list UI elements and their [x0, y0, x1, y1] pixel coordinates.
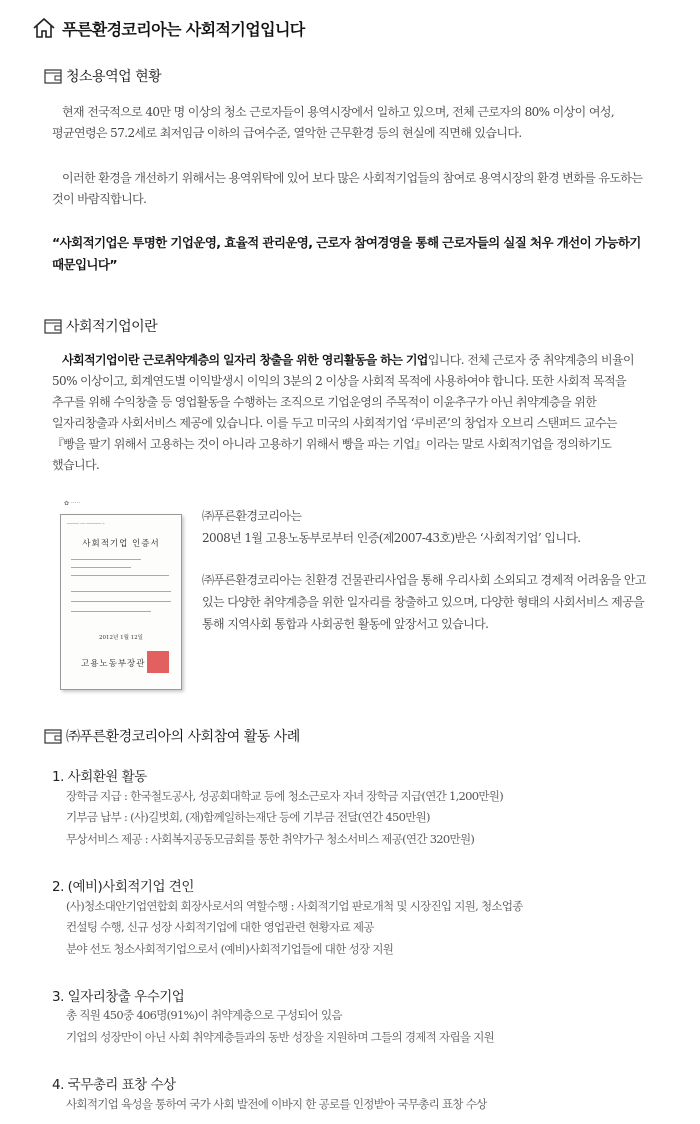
page-header	[32, 14, 305, 42]
certificate-paragraph: ㈜푸른환경코리아는 친환경 건물관리사업을 통해 우리사회 소외되고 경제적 어려움을 안고 있는 다양한 취약계층을 위한 일자리를 창출하고 있으며, 다양한 형태의 사회서비스 제공을 통해 지역사회 통합과 사회공헌 활동에 앞장서고 있습니다.	[202, 573, 646, 631]
activity-line: 기부금 납부 : (사)길벗회, (재)함께일하는재단 등에 기부금 전달(연간 450만원)	[66, 810, 430, 824]
section-header-cleaning	[44, 66, 161, 86]
certificate-line: 2008년 1월 고용노동부로부터 인증(제2007-43호)받은 ‘사회적기업’ 입니다.	[202, 531, 581, 545]
home-icon	[32, 16, 56, 40]
activity-title: 1. 사회환원 활동	[52, 769, 147, 785]
certificate-image	[56, 500, 186, 690]
activity-line: 무상서비스 제공 : 사회복지공동모금회를 통한 취약가구 청소서비스 제공(연간 320만원)	[66, 832, 475, 846]
certificate-date: 2012년 1월 12일	[99, 635, 143, 641]
certificate-issuer: 고용노동부장관	[81, 659, 146, 669]
wallet-icon	[44, 68, 62, 84]
activity-line: 사회적기업 육성을 통하여 국가 사회 발전에 이바지 한 공로를 인정받아 국무총리 표창 수상	[66, 1097, 487, 1111]
activity-line: 총 직원 450중 406명(91%)이 취약계층으로 구성되어 있음	[66, 1008, 342, 1022]
certificate-line: ㈜푸른환경코리아는	[202, 509, 302, 523]
certificate-title: 사회적기업 인증서	[82, 539, 160, 549]
section-header-social-enterprise	[44, 316, 157, 336]
activity-title: 3. 일자리창출 우수기업	[52, 989, 185, 1005]
wallet-icon	[44, 318, 62, 334]
section-title: ㈜푸른환경코리아의 사회참여 활동 사례	[66, 729, 300, 745]
paragraph: 현재 전국적으로 40만 명 이상의 청소 근로자들이 용역시장에서 일하고 있으며, 전체 근로자의 80% 이상이 여성, 평균연령은 57.2세로 최저임금 이하의 급여수준, 열악한 근무환경 등의 현실에 직면해 있습니다.	[52, 105, 615, 140]
activity-line: 기업의 성장만이 아닌 사회 취약계층들과의 동반 성장을 지원하며 그들의 경제적 자립을 지원	[66, 1030, 495, 1044]
activity-line: 분야 선도 청소사회적기업으로서 (예비)사회적기업들에 대한 성장 지원	[66, 942, 394, 956]
highlight-quote: “사회적기업은 투명한 기업운영, 효율적 관리운영, 근로자 참여경영을 통해 근로자들의 실질 처우 개선이 가능하기 때문입니다”	[52, 235, 641, 272]
section-title: 사회적기업이란	[66, 319, 158, 335]
paragraph: 사회적기업이란 근로취약계층의 일자리 창출을 위한 영리활동을 하는 기업입니다. 전체 근로자 중 취약계층의 비율이 50% 이상이고, 회계연도별 이익발생시 이익의 3분의 2 이상을 사회적 목적에 사용하여야 합니다. 또한 사회적 목적을 추구를 위해 수익창출 등 영업활동을 수행하는 조직으로 기업운영의 주목적이 이윤추구가 아닌 취약계층을 위한 일자리창출과 사회서비스 제공에 있습니다. 이를 두고 미국의 사회적기업 ‘루비콘’의 창업자 오브리 스탠퍼드 교수는『빵을 팔기 위해서 고용하는 것이 아니라 고용하기 위해서 빵을 파는 기업』이라는 말로 사회적기업을 정의하기도 했습니다.	[52, 353, 634, 472]
certificate-number: ───── ── ────── ─	[67, 521, 105, 526]
activity-line: 장학금 지급 : 한국철도공사, 성공회대학교 등에 청소근로자 자녀 장학금 지급(연간 1,200만원)	[66, 789, 503, 803]
wallet-icon	[44, 728, 62, 744]
certificate-paper	[60, 514, 182, 690]
seal-stamp	[147, 651, 169, 673]
section-title: 청소용역업 현황	[66, 69, 162, 85]
activity-line: 컨설팅 수행, 신규 성장 사회적기업에 대한 영업관련 현황자료 제공	[66, 920, 374, 934]
activity-title: 4. 국무총리 표창 수상	[52, 1077, 176, 1093]
bold-lead: 사회적기업이란 근로취약계층의 일자리 창출을 위한 영리활동을 하는 기업	[62, 353, 428, 367]
logo: ✿ ·····	[64, 500, 81, 507]
page-title: 푸른환경코리아는 사회적기업입니다	[62, 19, 305, 39]
activity-line: (사)청소대안기업연합회 회장사로서의 역할수행 : 사회적기업 판로개척 및 시장진입 지원, 청소업종	[66, 899, 523, 913]
section-header-activities	[44, 726, 300, 746]
activity-title: 2. (예비)사회적기업 견인	[52, 879, 194, 895]
paragraph: 이러한 환경을 개선하기 위해서는 용역위탁에 있어 보다 많은 사회적기업들의 참여로 용역시장의 환경 변화를 유도하는 것이 바람직합니다.	[52, 171, 643, 206]
